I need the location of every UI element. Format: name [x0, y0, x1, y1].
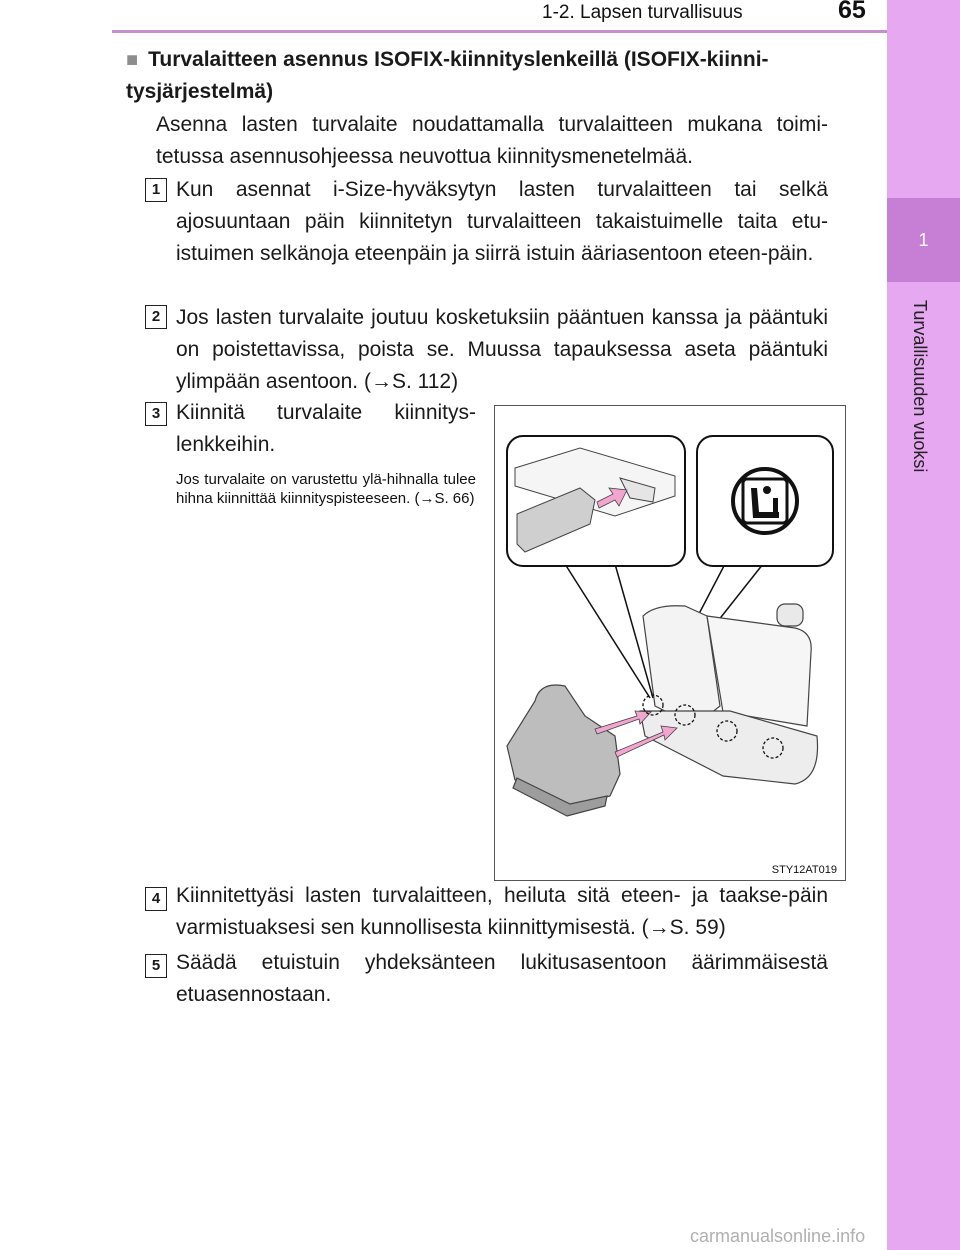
watermark: carmanualsonline.info — [690, 1226, 866, 1246]
heading-text: Turvalaitteen asennus ISOFIX-kiinnityslenkeillä (ISOFIX-kiinni-tysjärjestelmä) — [126, 48, 769, 103]
step-text-3: Kiinnitä turvalaite kiinnitys-lenkkeihin. — [176, 401, 476, 456]
step-number-2: 2 — [145, 305, 167, 329]
step-text-4: Kiinnitettyäsi lasten turvalaitteen, heiluta sitä eteen- ja taakse-päin varmistuaksesi sen kunnollisesta kiinnittymisestä. (→S. 59) — [176, 884, 828, 939]
child-seat-icon — [763, 486, 771, 494]
isofix-illustration — [494, 405, 846, 881]
step-text-1: Kun asennat i-Size-hyväksytyn lasten turvalaitteen tai selkä ajosuuntaan päin kiinnitetyn turvalaitteen takaistuimelle taita etu-istuimen selkänoja eteenpäin ja siirrä istuin ääriasentoon eteen-päin. — [176, 178, 828, 265]
figure-code: STY12AT019 — [771, 864, 837, 876]
section-title: 1-2. Lapsen turvallisuus — [542, 2, 743, 23]
chapter-title: Turvallisuuden vuoksi — [910, 300, 930, 473]
step-number-5: 5 — [145, 954, 167, 978]
section-heading — [126, 44, 828, 108]
chapter-side-tab — [887, 0, 960, 1250]
intro-paragraph: Asenna lasten turvalaite noudattamalla turvalaitteen mukana toimi-tetussa asennusohjeessa neuvottua kiinnitysmenetelmää. — [156, 113, 828, 168]
step-text-5: Säädä etuistuin yhdeksänteen lukitusasentoon äärimmäisestä etuasennostaan. — [176, 951, 828, 1006]
rear-seat-drawing — [640, 604, 818, 784]
step-number-1: 1 — [145, 178, 167, 202]
anchor-zoom-panel — [507, 436, 685, 566]
chapter-number: 1 — [918, 230, 929, 250]
step-3-note: Jos turvalaite on varustettu ylä-hihnalla tulee hihna kiinnittää kiinnityspisteeseen. (→S. 66) — [176, 471, 476, 507]
step-text-2: Jos lasten turvalaite joutuu kosketuksiin pääntuen kanssa ja pääntuki on poistettavissa, poista se. Muussa tapauksessa aseta pääntuki ylimpään asentoon. (→S. 112) — [176, 306, 828, 393]
isofix-drawing — [495, 406, 845, 880]
isofix-symbol-panel — [697, 436, 833, 566]
header-rule — [112, 30, 887, 33]
step-number-4: 4 — [145, 887, 167, 911]
step-number-3: 3 — [145, 402, 167, 426]
square-bullet-icon: ■ — [126, 49, 139, 71]
page-number: 65 — [838, 0, 866, 24]
child-seat-drawing — [507, 685, 620, 816]
